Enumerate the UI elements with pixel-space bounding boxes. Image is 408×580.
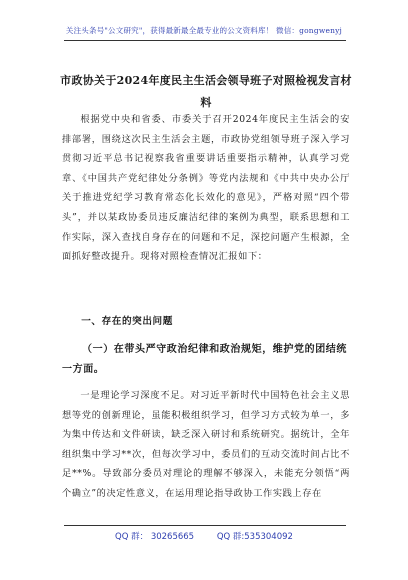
content-paragraph: 一是理论学习深度不足。对习近平新时代中国特色社会主义思想等党的创新理论，虽能积极组织学习，但学习方式较为单一，多为集中传达和文件研读，缺乏深入研讨和系统研究。据统计，全年组织集中学习**次，但每次学习中，委员们的互动交流时间占比不足**%。导致部分委员对理论的理解不够深入，未能充分领悟“两个确立”的决定性意义，在运用理论指导政协工作实践上存在 xyxy=(62,390,350,499)
footer-qq-group-2: QQ 群:535304092 xyxy=(216,532,293,542)
document-title: 市政协关于2024年度民主生活会领导班子对照检视发言材料 xyxy=(60,74,352,109)
footer-divider xyxy=(64,525,346,526)
section-heading: 一、存在的突出问题 xyxy=(81,316,173,327)
subsection-heading: （一）在带头严守政治纪律和政治规矩，维护党的团结统一方面。 xyxy=(62,344,347,375)
header-divider xyxy=(64,40,346,41)
footer-qq-group-1: QQ 群： 30265665 xyxy=(115,532,195,542)
footer xyxy=(0,530,408,542)
content-block xyxy=(62,386,350,504)
intro-block xyxy=(62,110,350,267)
header-note: 关注头条号"公文研究"，获得最新最全最专业的公文资料库！ 微信：gongwenyj xyxy=(65,26,343,35)
intro-paragraph: 根据党中央和省委、市委关于召开2024年度民主生活会的安排部署，围绕这次民主生活会主题，市政协党组领导班子深入学习贯彻习近平总书记视察我省重要讲话重要指示精神，认真学习党章、《中国共产党纪律处分条例》等党内法规和《中共中央办公厅关于推进党纪学习教育常态化长效化的意见》，严格对照“四个带头”，并以某政协委员违反廉洁纪律的案例为典型，联系思想和工作实际，深入查找自身存在的问题和不足，深挖问题产生根源，全面抓好整改提升。现将对照检查情况汇报如下： xyxy=(62,114,350,263)
